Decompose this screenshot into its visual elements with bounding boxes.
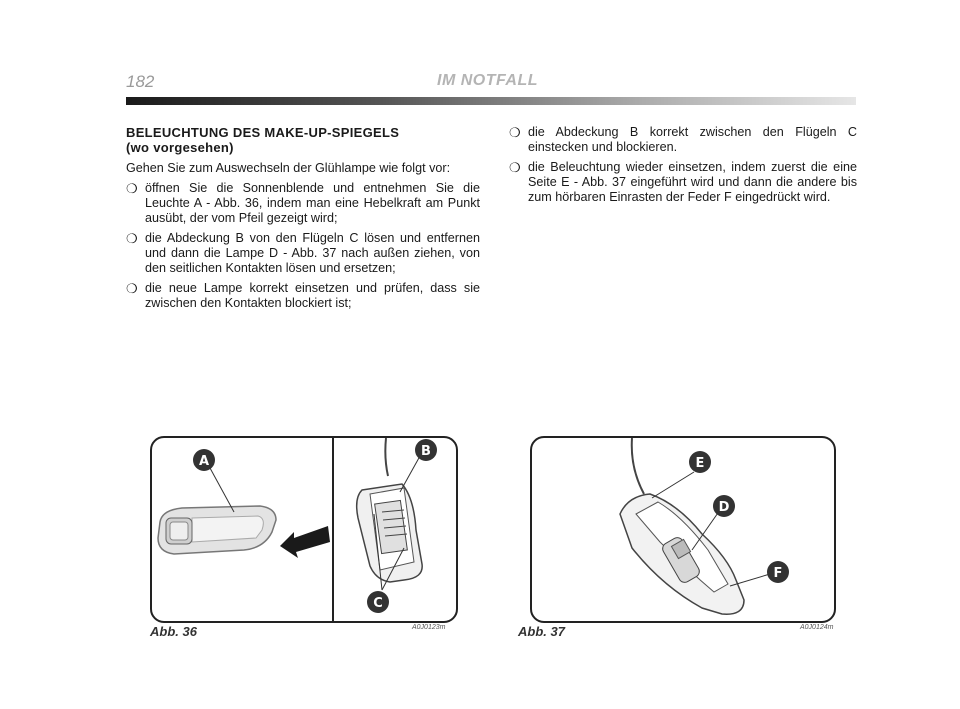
bullet-icon: ❍ <box>126 181 138 196</box>
list-item-text: die Abdeckung B korrekt zwischen den Flügeln C einstecken und blockieren. <box>528 125 857 154</box>
page-number: 182 <box>126 72 155 91</box>
list-item-text: die neue Lampe korrekt einsetzen und prüfen, dass sie zwischen den Kontakten blockiert ist; <box>145 281 480 310</box>
list-item-text: öffnen Sie die Sonnenblende und entnehmen Sie die Leuchte A - Abb. 36, indem man eine Hebelkraft am Punkt ausübt, der vom Pfeil gezeigt wird; <box>145 181 480 225</box>
label-a <box>193 449 215 471</box>
figure-37-illustration <box>530 436 836 623</box>
bullet-icon: ❍ <box>509 125 521 140</box>
list-item <box>126 181 480 226</box>
intro-text: Gehen Sie zum Auswechseln der Glühlampe wie folgt vor: <box>126 161 451 175</box>
svg-text:A: A <box>198 454 210 469</box>
list-item <box>126 281 480 311</box>
heading-line-1: BELEUCHTUNG DES MAKE-UP-SPIEGELS <box>126 125 400 140</box>
list-item-text: die Abdeckung B von den Flügeln C lösen und entfernen und dann die Lampe D - Abb. 37 nach außen ziehen, von den seitlichen Kontakten lösen und ersetzen; <box>145 231 480 275</box>
header-rule <box>126 97 856 105</box>
svg-text:E: E <box>695 456 705 471</box>
list-item-text: die Beleuchtung wieder einsetzen, indem zuerst die eine Seite E - Abb. 37 eingeführt wird und dann die andere bis zum hörbaren Einrasten der Feder F eingedrückt wird. <box>528 160 857 204</box>
svg-text:F: F <box>773 566 783 581</box>
svg-text:B: B <box>421 444 431 459</box>
label-d <box>713 495 735 517</box>
svg-text:C: C <box>373 596 383 611</box>
lamp-lens <box>192 516 263 542</box>
label-b <box>415 439 437 461</box>
figure-36-drawing <box>152 438 456 621</box>
section-title: IM NOTFALL <box>437 72 538 89</box>
label-c <box>367 591 389 613</box>
bullet-icon: ❍ <box>126 281 138 296</box>
section-heading <box>126 125 480 155</box>
list-item <box>509 125 857 155</box>
label-f <box>767 561 789 583</box>
direction-arrow-icon <box>280 526 330 558</box>
heading-line-2: (wo vorgesehen) <box>126 140 234 155</box>
figure-37-caption: Abb. 37 <box>518 624 565 639</box>
left-column <box>126 125 480 316</box>
figure-36-code: A0J0123m <box>412 624 446 631</box>
label-e <box>689 451 711 473</box>
svg-text:D: D <box>718 500 730 515</box>
figure-36-caption: Abb. 36 <box>150 624 197 639</box>
list-item <box>126 231 480 276</box>
right-column <box>509 125 857 210</box>
bullet-icon: ❍ <box>509 160 521 175</box>
bullet-icon: ❍ <box>126 231 138 246</box>
figure-36-illustration <box>150 436 458 623</box>
figure-37-drawing <box>532 438 834 621</box>
list-item <box>509 160 857 205</box>
figure-37-code: A0J0124m <box>800 624 834 631</box>
